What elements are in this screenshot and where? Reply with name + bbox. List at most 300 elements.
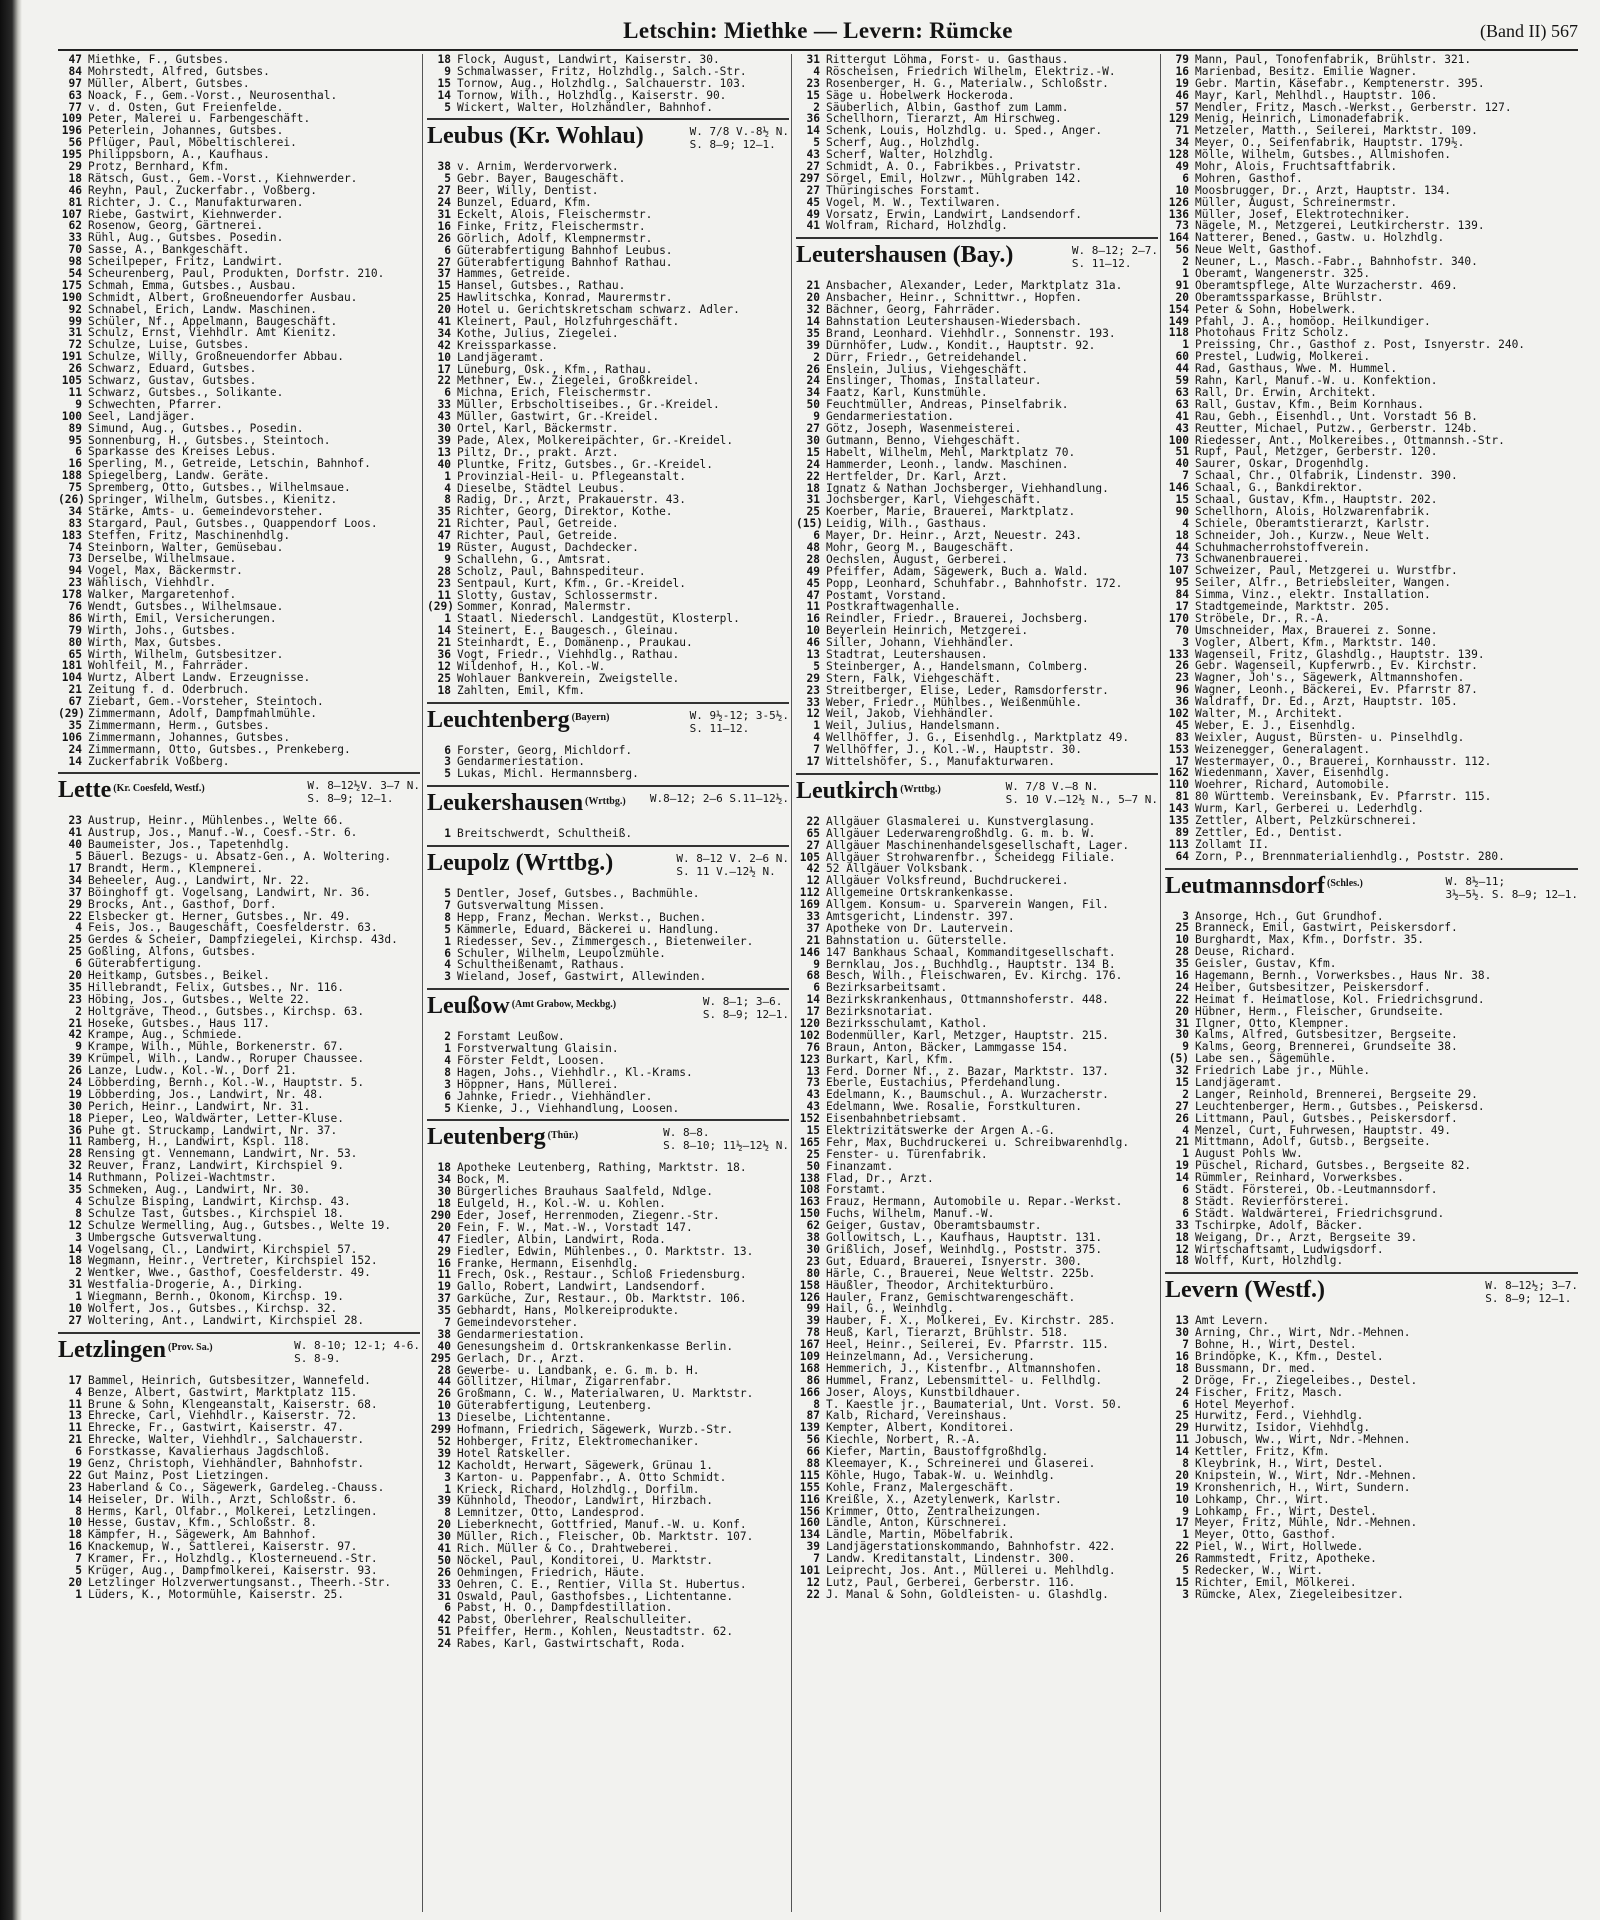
directory-entry — [796, 1232, 1158, 1244]
line-number: 43 — [806, 1088, 820, 1102]
directory-entry — [796, 1066, 1158, 1078]
subscriber-text: Lanze, Ludw., Kol.-W., Dorf 21. — [88, 1065, 297, 1078]
directory-entry — [1165, 173, 1578, 185]
subscriber-text: Kleemayer, K., Schreinerei und Glaserei. — [826, 1457, 1096, 1470]
line-number: 106 — [61, 730, 82, 744]
directory-entry — [58, 1565, 420, 1577]
place-heading — [427, 702, 789, 741]
line-number: 51 — [1175, 445, 1189, 459]
subscriber-text: Fehr, Max, Buchdruckerei u. Schreibwarenhdlg. — [826, 1136, 1130, 1149]
directory-entry — [1165, 672, 1578, 684]
subscriber-text: Redecker, W., Wirt. — [1195, 1564, 1323, 1577]
line-number: 109 — [799, 1349, 820, 1363]
directory-entry — [1165, 375, 1578, 387]
subscriber-text: Örtel, Karl, Bäckermstr. — [457, 423, 619, 435]
directory-entry — [427, 161, 789, 173]
directory-entry — [796, 518, 1158, 530]
directory-entry — [1165, 589, 1578, 601]
line-number: 27 — [1175, 1099, 1189, 1113]
subscriber-text: Menzel, Curt, Fuhrwesen, Hauptstr. 49. — [1195, 1124, 1451, 1137]
directory-entry — [58, 209, 420, 221]
subscriber-text: Sasse, A., Bankgeschäft. — [88, 244, 250, 257]
directory-entry — [1165, 1136, 1578, 1148]
directory-entry — [796, 816, 1158, 828]
place-name: Lette — [58, 777, 112, 804]
subscriber-text: Apotheke Leutenberg, Rathing, Marktstr. 18. — [457, 1162, 747, 1175]
line-number: 20 — [1175, 1468, 1189, 1482]
line-number: 27 — [437, 184, 451, 198]
subscriber-text: Meyer, O., Seifenfabrik, Hauptstr. 179½. — [1195, 137, 1465, 150]
subscriber-text: Herms, Karl, Ölfabr., Molkerei, Letzlingen. — [88, 1505, 378, 1518]
directory-entry — [1165, 1458, 1578, 1470]
line-number: 14 — [437, 88, 451, 102]
directory-entry — [1165, 577, 1578, 589]
directory-entry — [58, 1267, 420, 1279]
directory-entry — [1165, 637, 1578, 649]
directory-entry — [796, 220, 1158, 232]
directory-entry — [58, 339, 420, 351]
subscriber-text: Schuhmacherrohstoffverein. — [1195, 541, 1371, 554]
office-hours — [1072, 242, 1158, 270]
directory-entry — [427, 637, 789, 649]
subscriber-text: Lüneburg, Osk., Kfm., Rathau. — [457, 363, 653, 376]
subscriber-text: Güterabfertigung Bahnhof Leubus. — [457, 244, 673, 257]
line-number: 14 — [68, 1492, 82, 1506]
subscriber-text: Dieselbe, Städtel Leubus. — [457, 482, 626, 495]
line-number: 175 — [61, 278, 82, 292]
line-number: 17 — [68, 1373, 82, 1387]
line-number: 32 — [806, 303, 820, 317]
directory-entry — [58, 1172, 420, 1184]
office-hours-line: S. 8-9. — [294, 1351, 341, 1365]
subscriber-text: Wieland, Josef, Gastwirt, Allewinden. — [457, 971, 707, 984]
line-number: 52 — [437, 1434, 451, 1448]
line-number: 27 — [806, 422, 820, 436]
place-name-block — [427, 1124, 578, 1150]
directory-entry — [58, 530, 420, 542]
subscriber-text: Ruthmann, Polizei-Wachtmstr. — [88, 1172, 277, 1185]
directory-entry — [1165, 553, 1578, 565]
directory-entry — [1165, 327, 1578, 339]
subscriber-text: Schuler, Wilhelm, Leupolzmühle. — [457, 947, 666, 960]
directory-entry — [427, 102, 789, 114]
line-number: 18 — [68, 1528, 82, 1542]
line-number: 135 — [1168, 814, 1189, 827]
subscriber-text: Hofmann, Friedrich, Sägewerk, Wurzb.-Str. — [457, 1424, 734, 1436]
directory-entry — [427, 304, 789, 316]
subscriber-text: Ferd. Dorner Nf., z. Bazar, Marktstr. 137. — [826, 1065, 1109, 1078]
directory-entry — [58, 1041, 420, 1053]
line-number: 68 — [806, 969, 820, 983]
subscriber-text: Feis, Jos., Baugeschäft, Coesfelderstr. 63. — [88, 922, 378, 935]
line-number: 13 — [437, 445, 451, 459]
directory-entry — [1165, 1434, 1578, 1446]
subscriber-text: Zettler, Albert, Pelzkürschnerei. — [1195, 815, 1418, 827]
directory-entry — [58, 553, 420, 565]
line-number: 26 — [1175, 1552, 1189, 1566]
line-number: 160 — [799, 1516, 820, 1530]
subscriber-text: Eder, Josef, Herrenmoden, Ziegenr.-Str. — [457, 1210, 720, 1222]
line-number: 8 — [444, 493, 451, 507]
subscriber-text: Kühnhold, Theodor, Landwirt, Hirzbach. — [457, 1495, 713, 1508]
line-number: 6 — [75, 445, 82, 459]
office-hours-line: S. 11 V.—12½ N. — [676, 865, 776, 879]
line-number: 2 — [75, 1266, 82, 1280]
directory-entry — [58, 1196, 420, 1208]
subscriber-text: Rätsch, Gust., Gem.-Vorst., Kiehnwerder. — [88, 172, 358, 185]
line-number: 46 — [68, 183, 82, 197]
directory-entry — [1165, 1506, 1578, 1518]
line-number: 11 — [68, 1135, 82, 1149]
subscriber-text: Amt Levern. — [1195, 1315, 1270, 1328]
subscriber-text: Schweizer, Paul, Metzgerei u. Wurstfbr. — [1195, 565, 1458, 578]
directory-entry — [796, 90, 1158, 102]
line-number: 89 — [1175, 825, 1189, 839]
subscriber-text: Woehrer, Richard, Automobile. — [1195, 779, 1391, 792]
subscriber-text: Müller, Albert, Gutsbes. — [88, 77, 250, 90]
subscriber-text: Landjägerstationskommando, Bahnhofstr. 422. — [826, 1541, 1116, 1554]
directory-entry — [427, 554, 789, 566]
line-number: 18 — [1175, 1361, 1189, 1375]
line-number: 34 — [68, 504, 82, 518]
subscriber-text: Ehrecke, Walter, Viehhdlr., Salchauerstr. — [88, 1434, 365, 1447]
directory-entry — [58, 684, 420, 696]
directory-entry — [58, 387, 420, 399]
subscriber-text: Dürr, Friedr., Getreidehandel. — [826, 351, 1029, 364]
subscriber-text: Steinberger, A., Handelsmann, Colmberg. — [826, 660, 1089, 673]
subscriber-text: Lieberknecht, Gottfried, Manuf.-W. u. Konf. — [457, 1519, 747, 1532]
directory-entry — [58, 863, 420, 875]
subscriber-text: Rittergut Löhma, Forst- u. Gasthaus. — [826, 54, 1069, 66]
subscriber-text: Staatl. Niederschl. Landgestüt, Klosterpl. — [457, 613, 740, 626]
directory-entry — [427, 352, 789, 364]
subscriber-text: Wagner, Joh's., Sägewerk, Altmannshofen. — [1195, 672, 1465, 685]
subscriber-text: Scherf, Walter, Holzhdlg. — [826, 149, 995, 162]
directory-entry — [427, 447, 789, 459]
directory-entry — [58, 494, 420, 506]
line-number: 30 — [437, 422, 451, 436]
line-number: 22 — [1175, 1540, 1189, 1554]
subscriber-text: Dentler, Josef, Gutsbes., Bachmühle. — [457, 888, 700, 900]
subscriber-text: Hauber, F. X., Molkerei, Ev. Kirchstr. 285. — [826, 1315, 1116, 1328]
line-number: 30 — [68, 1099, 82, 1113]
line-number: 136 — [1168, 207, 1189, 221]
subscriber-text: Pflüger, Paul, Möbeltischlerei. — [88, 137, 297, 150]
line-number: 1 — [444, 469, 451, 483]
place-name: Leutenberg — [427, 1124, 546, 1151]
line-number: 19 — [1175, 1480, 1189, 1494]
line-number: 44 — [437, 1375, 451, 1389]
subscriber-text: Knipstein, W., Wirt, Ndr.-Mehnen. — [1195, 1469, 1418, 1482]
line-number: 83 — [1175, 730, 1189, 744]
line-number: 8 — [444, 1506, 451, 1520]
place-heading — [58, 1332, 420, 1371]
directory-entry — [796, 685, 1158, 697]
directory-entry — [1165, 102, 1578, 114]
place-heading — [58, 772, 420, 811]
directory-entry — [1165, 958, 1578, 970]
line-number: 57 — [1175, 100, 1189, 114]
line-number: 165 — [799, 1135, 820, 1149]
line-number: 188 — [61, 469, 82, 483]
subscriber-text: Waldraff, Dr. Ed., Arzt, Hauptstr. 105. — [1195, 696, 1458, 708]
line-number: 35 — [1175, 957, 1189, 971]
directory-entry — [1165, 839, 1578, 851]
subscriber-text: Bezirksschulamt, Kathol. — [826, 1018, 988, 1030]
subscriber-text: Ansbacher, Heinr., Schnittwr., Hopfen. — [826, 292, 1082, 305]
subscriber-text: Rahn, Karl, Manuf.-W. u. Konfektion. — [1195, 375, 1438, 387]
subscriber-text: Mayr, Karl, Mehlhdl., Hauptstr. 106. — [1195, 89, 1438, 102]
subscriber-text: Kohle, Franz, Malergeschäft. — [826, 1481, 1015, 1494]
directory-entry — [796, 744, 1158, 756]
subscriber-text: Brocks, Ant., Gasthof, Dorf. — [88, 898, 277, 911]
line-number: 134 — [799, 1528, 820, 1542]
directory-entry — [58, 542, 420, 554]
directory-entry — [427, 1222, 789, 1234]
subscriber-text: Schallehn, G., Amtsrat. — [457, 553, 612, 566]
directory-entry — [1165, 292, 1578, 304]
directory-entry — [58, 1018, 420, 1030]
line-number: 168 — [799, 1361, 820, 1375]
directory-entry — [58, 815, 420, 827]
directory-entry — [796, 1351, 1158, 1363]
directory-entry — [1165, 803, 1578, 815]
subscriber-text: Kettler, Fritz, Kfm. — [1195, 1446, 1330, 1458]
line-number: 26 — [1175, 659, 1189, 673]
line-number: 13 — [68, 1409, 82, 1423]
subscriber-text: Schiele, Oberamtstierarzt, Karlstr. — [1195, 517, 1431, 530]
subscriber-text: Haberland & Co., Sägewerk, Gardeleg.-Chauss. — [88, 1481, 385, 1494]
directory-entry — [427, 1507, 789, 1519]
subscriber-text: Mohren, Gasthof. — [1195, 172, 1303, 185]
place-name-block — [427, 790, 626, 816]
subscriber-text: Beyerlein Heinrich, Metzgerei. — [826, 625, 1029, 638]
subscriber-text: Wählisch, Viehhdlr. — [88, 577, 216, 590]
line-number: 9 — [1182, 1040, 1189, 1054]
line-number: 39 — [437, 1446, 451, 1460]
subscriber-text: Zorn, P., Brennmaterialienhdlg., Poststr. 280. — [1195, 850, 1505, 863]
subscriber-text: Steffen, Fritz, Maschinenhdlg. — [88, 529, 291, 542]
subscriber-text: Ziebart, Gem.-Vorsteher, Steintoch. — [88, 696, 324, 708]
subscriber-text: Ilgner, Otto, Klempner. — [1195, 1017, 1350, 1030]
directory-entry — [1165, 1184, 1578, 1196]
line-number: 7 — [813, 1552, 820, 1566]
directory-entry — [796, 1220, 1158, 1232]
subscriber-text: Bernklau, Jos., Buchhdlg., Hauptstr. 134 B. — [826, 958, 1116, 971]
line-number: 24 — [1175, 1385, 1189, 1399]
directory-entry — [427, 1234, 789, 1246]
directory-entry — [58, 506, 420, 518]
directory-entry — [1165, 506, 1578, 518]
line-number: (26) — [58, 492, 85, 506]
subscriber-text: Rümmler, Reinhard, Vorwerksbes. — [1195, 1172, 1404, 1185]
subscriber-text: Flock, August, Landwirt, Kaiserstr. 30. — [457, 54, 720, 66]
subscriber-text: Heiber, Gutsbesitzer, Peiskersdorf. — [1195, 981, 1431, 994]
line-number: 35 — [68, 980, 82, 994]
directory-entry — [427, 1293, 789, 1305]
subscriber-text: Bunzel, Eduard, Kfm. — [457, 197, 592, 210]
line-number: 7 — [1182, 1338, 1189, 1352]
directory-entry — [58, 1446, 420, 1458]
directory-entry — [1165, 827, 1578, 839]
line-number: 18 — [1175, 1254, 1189, 1268]
subscriber-text: Vogel, M. W., Textilwaren. — [826, 196, 1002, 209]
directory-entry — [796, 1208, 1158, 1220]
subscriber-text: Heuß, Karl, Tierarzt, Brühlstr. 518. — [826, 1327, 1069, 1340]
subscriber-text: Westfalia-Drogerie, A., Dirking. — [88, 1279, 304, 1292]
directory-entry — [1165, 66, 1578, 78]
subscriber-text: Rühl, Aug., Gutsbes. Posedin. — [88, 232, 284, 245]
line-number: 10 — [1175, 1492, 1189, 1506]
subscriber-text: Kempter, Albert, Konditorei. — [826, 1422, 1015, 1435]
directory-entry — [796, 387, 1158, 399]
line-number: 21 — [437, 636, 451, 650]
directory-entry — [796, 1541, 1158, 1553]
directory-entry — [427, 1353, 789, 1365]
line-number: 15 — [1175, 492, 1189, 506]
subscriber-text: Enslein, Julius, Viehgeschäft. — [826, 363, 1029, 376]
subscriber-text: Spremberg, Otto, Gutsbes., Wilhelmsaue. — [88, 482, 351, 494]
subscriber-text: Schulze Bisping, Landwirt, Kirchsp. 43. — [88, 1195, 351, 1208]
directory-entry — [58, 1006, 420, 1018]
directory-entry — [58, 851, 420, 863]
subscriber-text: Reutter, Michael, Putzw., Gerberstr. 124b. — [1195, 422, 1478, 435]
office-hours-line: W. 8—8. — [663, 1126, 710, 1140]
directory-entry — [1165, 1482, 1578, 1494]
line-number: 29 — [68, 897, 82, 911]
directory-entry — [1165, 565, 1578, 577]
line-number: 154 — [1168, 302, 1189, 316]
line-number: 22 — [806, 469, 820, 483]
line-number: 10 — [806, 624, 820, 638]
line-number: 13 — [806, 1064, 820, 1078]
subscriber-text: Scheilpeper, Fritz, Landwirt. — [88, 256, 284, 269]
line-number: 1 — [444, 1042, 451, 1056]
line-number: 39 — [806, 1540, 820, 1554]
directory-entry — [427, 959, 789, 971]
subscriber-text: Garküche, Zur, Restaur., Ob. Marktstr. 106. — [457, 1293, 747, 1306]
directory-entry — [427, 768, 789, 780]
subscriber-text: Wellhöffer, J., Kol.-W., Hauptstr. 30. — [826, 744, 1082, 756]
directory-entry — [1165, 779, 1578, 791]
directory-entry — [427, 257, 789, 269]
subscriber-text: Friedrich Labe jr., Mühle. — [1195, 1065, 1371, 1078]
line-number: 21 — [806, 279, 820, 293]
line-number: 167 — [799, 1338, 820, 1352]
subscriber-text: Allgäuer Lederwarengroßhdlg. G. m. b. W. — [826, 827, 1096, 840]
directory-entry — [427, 1043, 789, 1055]
line-number: 88 — [806, 1456, 820, 1470]
subscriber-text: Noack, F., Gem.-Vorst., Neurosenthal. — [88, 89, 338, 102]
directory-entry — [796, 1434, 1158, 1446]
directory-entry — [427, 745, 789, 757]
subscriber-text: Hoseke, Gutsbes., Haus 117. — [88, 1017, 270, 1030]
subscriber-text: Rau, Gebh., Eisenhdl., Unt. Vorstadt 56 B. — [1195, 410, 1478, 423]
directory-entry — [796, 566, 1158, 578]
directory-entry — [58, 1375, 420, 1387]
directory-entry — [796, 625, 1158, 637]
directory-entry — [1165, 90, 1578, 102]
directory-entry — [796, 209, 1158, 221]
line-number: 25 — [1175, 1409, 1189, 1423]
subscriber-text: Koerber, Marie, Brauerei, Marktplatz. — [826, 506, 1076, 519]
place-heading — [796, 237, 1158, 276]
subscriber-text: Wurtz, Albert Landw. Erzeugnisse. — [88, 672, 311, 685]
subscriber-text: Apotheke von Dr. Lautervein. — [826, 922, 1015, 935]
line-number: 42 — [806, 862, 820, 876]
directory-entry — [796, 732, 1158, 744]
subscriber-text: Westermayer, O., Brauerei, Kornhausstr. 112. — [1195, 755, 1492, 768]
subscriber-text: Lemnitzer, Otto, Landesprod. — [457, 1507, 646, 1520]
line-number: 28 — [806, 552, 820, 566]
line-number: 1 — [444, 827, 451, 841]
directory-entry — [796, 590, 1158, 602]
directory-entry — [1165, 1446, 1578, 1458]
subscriber-text: Eberle, Eustachius, Pferdehandlung. — [826, 1077, 1062, 1090]
directory-entry — [58, 1279, 420, 1291]
subscriber-text: Rosenow, Georg, Gärtnerei. — [88, 220, 264, 233]
directory-entry — [427, 1258, 789, 1270]
office-hours — [307, 777, 420, 805]
subscriber-text: Großmann, C. W., Materialwaren, U. Marktstr. — [457, 1388, 754, 1401]
line-number: 25 — [68, 933, 82, 947]
directory-entry — [427, 1436, 789, 1448]
subscriber-text: Gewerbe- u. Landbank, e. G. m. b. H. — [457, 1364, 700, 1377]
line-number: 24 — [437, 1637, 451, 1651]
line-number: 5 — [813, 136, 820, 150]
directory-entry — [796, 530, 1158, 542]
place-name-block — [1165, 873, 1363, 899]
directory-entry — [796, 875, 1158, 887]
subscriber-text: Schulze, Willy, Großneuendorfer Abbau. — [88, 351, 344, 364]
line-number: 3 — [1182, 909, 1189, 923]
directory-entry — [796, 1327, 1158, 1339]
line-number: 23 — [437, 576, 451, 590]
directory-entry — [58, 411, 420, 423]
subscriber-text: Feuchtmüller, Andreas, Pinselfabrik. — [826, 399, 1069, 412]
subscriber-text: Wolfert, Jos., Gutsbes., Kirchsp. 32. — [88, 1302, 338, 1315]
line-number: 6 — [444, 946, 451, 960]
subscriber-text: Allgem. Konsum- u. Sparverein Wangen, Fil. — [826, 899, 1109, 912]
directory-entry — [58, 470, 420, 482]
subscriber-text: Piel, W., Wirt, Hollwede. — [1195, 1541, 1364, 1554]
line-number: 16 — [68, 1540, 82, 1554]
line-number: 146 — [799, 945, 820, 959]
directory-entry — [58, 66, 420, 78]
subscriber-text: Bock, M. — [457, 1174, 511, 1187]
directory-entry — [796, 1494, 1158, 1506]
subscriber-text: Frech, Osk., Restaur., Schloß Friedensburg. — [457, 1269, 747, 1282]
directory-entry — [58, 1136, 420, 1148]
line-number: 39 — [806, 338, 820, 352]
line-number: 40 — [1175, 457, 1189, 471]
place-name: Leutmannsdorf — [1165, 872, 1326, 899]
subscriber-text: Fischer, Fritz, Masch. — [1195, 1386, 1344, 1399]
subscriber-text: Brandt, Herm., Klempnerei. — [88, 863, 264, 875]
directory-entry — [1165, 911, 1578, 923]
line-number: 50 — [806, 1159, 820, 1173]
line-number: 35 — [68, 1183, 82, 1197]
subscriber-text: Gendarmeriestation. — [826, 411, 954, 424]
directory-entry — [58, 327, 420, 339]
directory-entry — [58, 672, 420, 684]
directory-entry — [796, 102, 1158, 114]
line-number: 21 — [68, 683, 82, 697]
subscriber-text: Gemeindevorsteher. — [457, 1317, 579, 1329]
directory-entry — [58, 637, 420, 649]
line-number: 76 — [806, 1040, 820, 1054]
subscriber-text: Ländle, Martin, Möbelfabrik. — [826, 1529, 1015, 1542]
